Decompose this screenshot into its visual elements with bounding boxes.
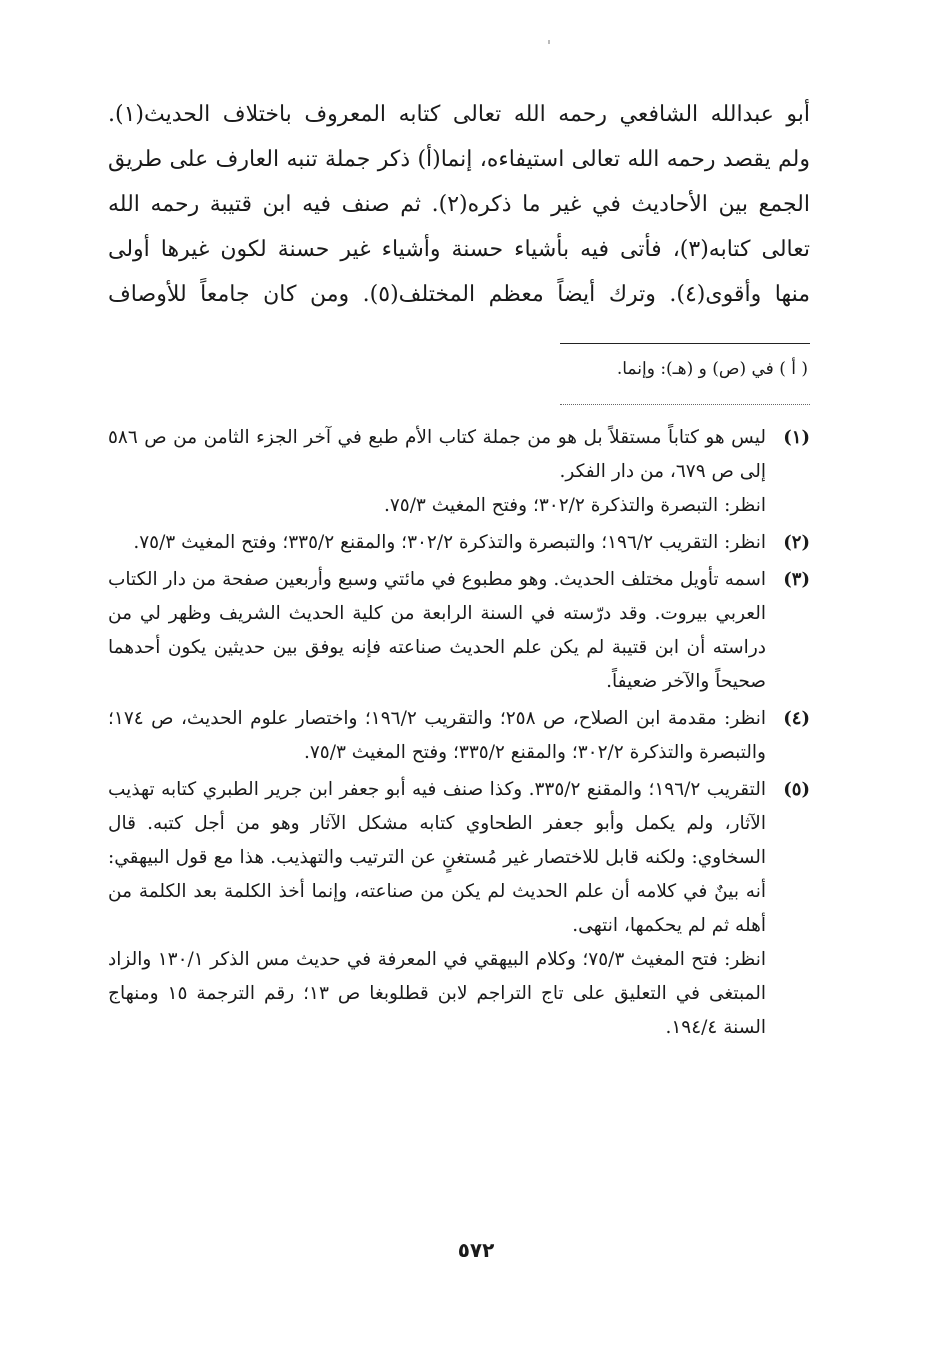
footnote-text: اسمه تأويل مختلف الحديث. وهو مطبوع في مائتي وسبع وأربعين صفحة من دار الكتاب العربي بيروت. وقد درّسته في السنة الرابعة من كلية الحديث الشريف وظهر لي من دراسته أن ابن قتيبة لم يكن علم الحديث صناعته فإنه يوفق بين حديثين يكون أحدهما صحيحاً والآخر ضعيفاً. bbox=[108, 569, 766, 692]
document-page bbox=[108, 92, 810, 1349]
footnote-body bbox=[108, 421, 766, 523]
footnote-number: (٣) bbox=[783, 569, 810, 590]
main-text-line: الجمع بين الأحاديث في غير ما ذكره(٢). ثم صنف فيه ابن قتيبة رحمه الله bbox=[108, 192, 810, 217]
footnote-body bbox=[108, 526, 766, 560]
page-number: ٥٧٢ bbox=[457, 1238, 495, 1262]
main-text-line: منها وأقوى(٤). وترك أيضاً معظم المختلف(٥). ومن كان جامعاً للأوصاف bbox=[108, 282, 811, 307]
footnote-text: ليس هو كتاباً مستقلاً بل هو من جملة كتاب الأم طبع في آخر الجزء الثامن من ص ٥٨٦ إلى ص ٦٧٩، من دار الفكر. bbox=[108, 427, 766, 482]
footnote-4 bbox=[108, 702, 810, 770]
footnote-separator bbox=[560, 343, 810, 344]
footnote-text: انظر: التقريب ١٩٦/٢؛ والتبصرة والتذكرة ٣٠٢/٢؛ والمقنع ٣٣٥/٢؛ وفتح المغيث ٧٥/٣. bbox=[133, 532, 766, 553]
footnote-1 bbox=[108, 421, 810, 523]
footnote-2 bbox=[108, 526, 810, 560]
footnote-number: (٥) bbox=[783, 779, 810, 800]
footnote-3 bbox=[108, 563, 810, 699]
footnote-number: (٤) bbox=[783, 708, 810, 729]
footnote-5 bbox=[108, 773, 810, 1045]
footnote-text: انظر: التبصرة والتذكرة ٣٠٢/٢؛ وفتح المغيث ٧٥/٣. bbox=[383, 495, 766, 516]
footnote-number: (٢) bbox=[783, 532, 810, 553]
footnote-text: التقريب ١٩٦/٢؛ والمقنع ٣٣٥/٢. وكذا صنف فيه أبو جعفر ابن جرير الطبري كتابه تهذيب الآثار، ولم يكمل وأبو جعفر الطحاوي كتابه مشكل الآثار وهو من أجل كتبه. قال السخاوي: ولكنه قابل للاختصار غير مُستغنٍ عن الترتيب والتهذيب. هذا مع قول البيهقي: أنه بينٌ في كلامه أن علم الحديث لم يكن من صناعته، وإنما أخذ الكلمة بعد الكلمة من أهله ثم لم يحكمها، انتهى. bbox=[108, 779, 766, 936]
dotted-separator bbox=[560, 404, 810, 405]
footnote-body bbox=[108, 563, 766, 699]
main-text-line: ولم يقصد رحمه الله تعالى استيفاءه، إنما(أ) ذكر جملة تنبه العارف على طريق bbox=[108, 147, 810, 172]
footnote-body bbox=[108, 773, 766, 1045]
main-text-line: أبو عبدالله الشافعي رحمه الله تعالى كتابه المعروف باختلاف الحديث(١). bbox=[108, 102, 810, 127]
main-text bbox=[108, 92, 810, 317]
footnotes bbox=[108, 421, 810, 1045]
footnote-text: انظر: فتح المغيث ٧٥/٣؛ وكلام البيهقي في المعرفة في حديث مس الذكر ١٣٠/١ والزاد المبتغى في التعليق على تاج التراجم لابن قطلوبغا ص ١٣؛ رقم الترجمة ١٥ ومنهاج السنة ١٩٤/٤. bbox=[108, 949, 767, 1038]
variant-note: ( أ ) في (ص) و (هـ): وإنما. bbox=[616, 359, 808, 379]
main-text-line: تعالى كتابه(٣)، فأتى فيه بأشياء حسنة وأشياء غير حسنة لكون غيرها أولى bbox=[108, 237, 810, 262]
footnote-text: انظر: مقدمة ابن الصلاح، ص ٢٥٨؛ والتقريب ١٩٦/٢؛ واختصار علوم الحديث، ص ١٧٤؛ والتبصرة والتذكرة ٣٠٢/٢؛ والمقنع ٣٣٥/٢؛ وفتح المغيث ٧٥/٣. bbox=[108, 708, 766, 763]
footnote-number: (١) bbox=[783, 427, 810, 448]
footnote-body bbox=[108, 702, 766, 770]
scan-mark bbox=[548, 40, 550, 44]
